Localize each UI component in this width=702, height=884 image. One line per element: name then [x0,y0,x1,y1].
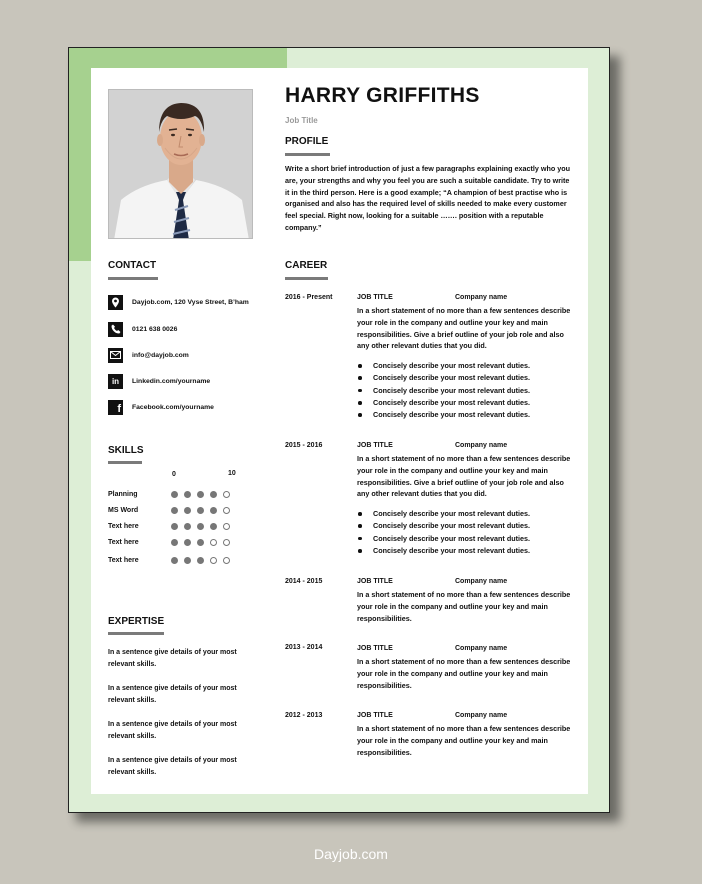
duty-item: Concisely describe your most relevant duties. [357,545,572,557]
skill-dot-filled [197,523,204,530]
skills-scale-min: 0 [172,471,176,478]
skill-rating [171,557,230,564]
location-pin-icon [108,295,123,310]
skill-row [108,505,248,517]
duty-item: Concisely describe your most relevant duties. [357,520,572,532]
skill-name: Text here [108,539,139,546]
skill-name: Text here [108,557,139,564]
duty-item: Concisely describe your most relevant duties. [357,533,572,545]
skill-dot-empty [223,557,230,564]
contact-email [108,347,189,363]
phone-icon [108,322,123,337]
skill-name: Text here [108,523,139,530]
skill-row [108,537,248,549]
skill-dot-empty [223,491,230,498]
expertise-item: In a sentence give details of your most relevant skills. [108,721,237,740]
profile-heading: PROFILE [285,136,329,147]
skill-dot-filled [197,557,204,564]
career-job-title: JOB TITLE [357,294,393,301]
skill-dot-filled [197,539,204,546]
skill-rating [171,507,230,514]
career-entry [357,645,572,691]
skill-dot-filled [184,557,191,564]
career-description: In a short statement of no more than a few sentences describe your role in the company and outline your key and main responsibilities. [357,590,571,623]
skill-dot-empty [223,523,230,530]
skills-scale-max: 10 [228,470,236,477]
career-dates: 2012 - 2013 [285,712,323,719]
career-description: In a short statement of no more than a few sentences describe your role in the company and outline your key and main responsibilities. Give a brief outline of your job role and also any other relevant duties that you did. [357,454,571,499]
career-dates: 2016 - Present [285,294,333,301]
skill-dot-empty [223,539,230,546]
career-duties-list [357,360,572,421]
career-heading-bar [285,277,328,280]
career-duties-list [357,508,572,557]
skill-dot-filled [171,557,178,564]
career-dates: 2014 - 2015 [285,578,323,585]
resume-page [68,47,610,813]
person-portrait-image [109,90,253,239]
skill-dot-filled [184,523,191,530]
skills-heading-bar [108,461,142,464]
skill-rating [171,523,230,530]
duty-item: Concisely describe your most relevant duties. [357,385,572,397]
candidate-name: HARRY GRIFFITHS [285,84,480,107]
contact-linkedin [108,373,210,389]
resume-sheet [91,68,588,794]
contact-heading: CONTACT [108,260,157,271]
expertise-item: In a sentence give details of your most relevant skills. [108,649,237,668]
skill-dot-filled [171,491,178,498]
skill-rating [171,491,230,498]
skill-dot-empty [210,539,217,546]
contact-phone-text: 0121 638 0026 [132,325,178,333]
career-company: Company name [455,645,508,652]
career-dates: 2013 - 2014 [285,644,323,651]
career-company: Company name [455,442,508,449]
career-entry [357,442,572,557]
expertise-heading-bar [108,632,164,635]
career-company: Company name [455,712,508,719]
duty-item: Concisely describe your most relevant duties. [357,360,572,372]
career-heading: CAREER [285,260,328,271]
career-job-title: JOB TITLE [357,578,393,585]
contact-linkedin-text: Linkedin.com/yourname [132,377,211,385]
contact-facebook [108,399,214,415]
skill-row [108,521,248,533]
skill-dot-filled [184,507,191,514]
duty-item: Concisely describe your most relevant duties. [357,372,572,384]
skill-rating [171,539,230,546]
skill-row [108,555,248,567]
contact-address-text: Dayjob.com, 120 Vyse Street, B’ham [132,298,249,306]
career-description: In a short statement of no more than a few sentences describe your role in the company and outline your key and main responsibilities. [357,724,571,757]
profile-text: Write a short brief introduction of just a few paragraphs explaining exactly who you are, your strengths and why you feel you are such a suitable candidate. Try to write it in the third person. Here is a good example; “A champion of best practise who is organised and also has the required level of skills needed to make every customer feel special. Right now, looking for a suitable ……. position with a reputable company.” [285,164,571,232]
skill-name: MS Word [108,507,139,514]
skill-dot-filled [171,539,178,546]
career-job-title: JOB TITLE [357,712,393,719]
contact-facebook-text: Facebook.com/yourname [132,403,214,411]
skill-row [108,489,248,501]
expertise-item: In a sentence give details of your most relevant skills. [108,685,237,704]
skill-dot-filled [184,491,191,498]
expertise-item: In a sentence give details of your most relevant skills. [108,757,237,776]
career-company: Company name [455,578,508,585]
duty-item: Concisely describe your most relevant duties. [357,409,572,421]
duty-item: Concisely describe your most relevant duties. [357,397,572,409]
footer-brand: Dayjob.com [314,846,388,862]
career-description: In a short statement of no more than a few sentences describe your role in the company and outline your key and main responsibilities. [357,657,571,690]
skill-dot-filled [210,507,217,514]
linkedin-icon: in [108,374,123,389]
expertise-heading: EXPERTISE [108,616,165,627]
career-company: Company name [455,294,508,301]
career-entry [357,578,572,624]
contact-phone [108,321,177,337]
career-entry [357,712,572,758]
skill-dot-filled [210,491,217,498]
career-entry [357,294,572,422]
skill-dot-empty [210,557,217,564]
duty-item: Concisely describe your most relevant duties. [357,508,572,520]
facebook-icon: f [108,400,123,415]
career-job-title: JOB TITLE [357,442,393,449]
skill-dot-filled [171,523,178,530]
job-title: Job Title [285,116,318,125]
skill-dot-filled [184,539,191,546]
contact-heading-bar [108,277,158,280]
skill-dot-filled [197,507,204,514]
profile-heading-bar [285,153,330,156]
career-dates: 2015 - 2016 [285,442,323,449]
skill-dot-empty [223,507,230,514]
skill-name: Planning [108,491,138,498]
email-icon [108,348,123,363]
career-job-title: JOB TITLE [357,645,393,652]
skill-dot-filled [171,507,178,514]
profile-photo [108,89,253,239]
contact-address [108,294,249,310]
contact-email-text: info@dayjob.com [132,351,189,359]
skills-heading: SKILLS [108,445,144,456]
skill-dot-filled [210,523,217,530]
career-description: In a short statement of no more than a few sentences describe your role in the company and outline your key and main responsibilities. Give a brief outline of your job role and also any other relevant duties that you did. [357,306,571,351]
skill-dot-filled [197,491,204,498]
